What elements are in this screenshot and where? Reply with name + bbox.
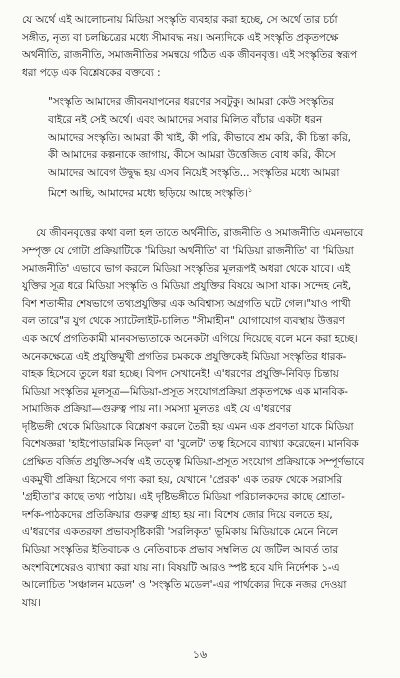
text-line: বিশ শতাব্দীর শেষভাগে তথ্যপ্রযুক্তির এক অবিশ্বাস্য অগ্রগতি ঘটে গেল।"যাও পাখী <box>22 297 351 310</box>
text-line: বল তারে"র যুগ থেকে স্যাটেলাইট-চালিত "সীমাহীন" যোগাযোগ ব্যবস্থায় উত্তরণ <box>22 315 345 328</box>
text-line: একমুখী প্রক্রিয়া হিসেবে গণ্য করা হয়, যেখানে 'প্রেরক' এক তরফ থেকে সরাসরি <box>22 473 343 486</box>
text-line: প্রেক্ষিত বর্জিত প্রযুক্তি-সর্বস্ব এই তত্ত্বে মিডিয়া-প্রসূত সংযোগ প্রক্রিয়াকে সম্পূর্ণভাবে <box>22 456 365 469</box>
footnote-marker: ১ <box>247 186 253 195</box>
text-line: মিডিয়া সংস্কৃতির মূলসূত্র—মিডিয়া-প্রসূত সংযোগপ্রক্রিয়া প্রকৃতপক্ষে এক মানবিক- <box>22 385 348 398</box>
text-line: যে অর্থে এই আলোচনায় মিডিয়া সংস্কৃতি ব্যবহার করা হচ্ছে, সে অর্থে তার চর্চা <box>22 14 338 26</box>
text-line: অর্থনীতি, রাজনীতি, সমাজনীতির সমন্বয়ে গঠিত এক জীবনবৃত্ত। এই সংস্কৃতির স্বরূপ <box>22 49 358 62</box>
opening-paragraph <box>22 12 380 82</box>
body-paragraph <box>22 225 380 612</box>
quote-line: কী আমাদের কল্পনাকে জাগায়, কীসে আমরা উত্তেজিত বোধ করি, কীসে <box>48 149 336 162</box>
text-line: সঙ্গীত, নৃত্য বা চলচ্চিত্রের মধ্যে সীমাবদ্ধ নয়। অন্যদিকে এই সংস্কৃতি প্রকৃতপক্ষে <box>22 31 339 44</box>
quote-line: আমাদের সংস্কৃতি। আমরা কী খাই, কী পরি, কীভাবে শ্রম করি, কী চিন্তা করি, <box>48 131 351 144</box>
text-line: দর্শক-পাঠকদের প্রতিক্রিয়ার গুরুত্ব গ্রাহ্য হয় না। বিশেষ জোর দিয়ে বলতে হয়, <box>22 508 333 521</box>
quote-text: মিশে আছি, আমাদের মধ্যে ছড়িয়ে আছে সংস্কৃতি। <box>48 187 248 200</box>
text-line: এ'ধরণের একতরফা প্রভাবসৃষ্টিকারী 'সরলিকৃত' ভূমিকায় মিডিয়াকে মেনে নিলে <box>22 526 338 539</box>
text-line: ধরা পড়ে এক বিশ্লেষকের বক্তব্যে : <box>22 66 161 79</box>
text-line: সমাজনীতি' এভাবে ভাগ করলে মিডিয়া সংস্কৃতির মূলরূপই অধরা থেকে যাবে। এই <box>22 262 351 275</box>
text-line: সম্পৃক্ত যে গোটা প্রক্রিয়াটিকে 'মিডিয়া অর্থনীতি' বা 'মিডিয়া রাজনীতি' বা 'মিডিয়া <box>22 244 354 257</box>
text-line: যায়। <box>22 596 41 609</box>
text-line: বিশেষজ্ঞরা 'হাইপোডারমিক নিড্ল' বা 'বুলেট' তত্ব হিসেবে ব্যাখ্যা করেছেন। মানবিক <box>22 438 359 451</box>
quote-line: আমাদের আবেগ উদ্বুদ্ধ হয় এসব নিয়েই সংস্কৃতি... সংস্কৃতির মধ্যে আমরা <box>48 166 340 179</box>
quote-line: বাইরে নই সেই অর্থে। এবং আমাদের সবার মিলিত বাঁচার একটা ধরন <box>48 113 323 126</box>
text-line: যুক্তির সূত্র ধরে মিডিয়া সংস্কৃতি ও মিডিয়া প্রযুক্তির বিষয়ে আসা যাক। সন্দেহ নেই, <box>22 280 352 293</box>
text-line: যে জীবনবৃত্তের কথা বলা হল তাতে অর্থনীতি, রাজনীতি ও সমাজনীতি এমনভাবে <box>36 227 364 240</box>
text-line: আলোচিত 'সঞ্চালন মডেল' ও 'সংস্কৃতি মডেল'-এর পার্থক্যের দিকে নজর দেওয়া <box>22 579 347 592</box>
text-line: এক অর্থে প্রগতিকামী মানবসভ্যতাকে অনেকটা এগিয়ে দিয়েছে বলে মনে করা হচ্ছে। <box>22 332 358 345</box>
text-line: 'গ্রহীতা'র কাছে তথ্য পাঠায়। এই দৃষ্টিভঙ্গীতে মিডিয়া পরিচালকদের কাছে শ্রোতা- <box>22 491 345 504</box>
quote-line: "সংস্কৃতি আমাদের জীবনযাপনের ধরণের সবটুকু। আমরা কেউ সংস্কৃতির <box>48 96 335 109</box>
text-line: অংশবিশেষেরও ব্যাখ্যা করা যায় না। বিষয়টি আরও স্পষ্ট হবে যদি নির্দেশক ১-এ <box>22 561 340 574</box>
text-line: মিডিয়া সংস্কৃতির ইতিবাচক ও নেতিবাচক প্রভাব সম্বলিত যে জটিল আবর্ত তার <box>22 544 339 557</box>
quote-line-last <box>48 182 372 203</box>
text-line: সামাজিক প্রক্রিয়া—গুরুত্ব পায় না। সমস্যা মূলতঃ এই যে এ'ধরণের <box>22 403 292 416</box>
block-quote <box>48 94 372 203</box>
page-number: ১৬ <box>192 648 208 661</box>
text-line: দৃষ্টিভঙ্গী থেকে মিডিয়াকে বিশ্লেষণ করলে তৈরী হয় এমন এক প্রবণতা যাকে মিডিয়া <box>22 420 354 433</box>
text-line: অনেকক্ষেত্রে এই প্রযুক্তিমুখী প্রগতির চমককে প্রযুক্তিকেই মিডিয়া সংস্কৃতির ধারক- <box>22 350 347 363</box>
text-line: বাহক হিসেবে তুলে ধরা হচ্ছে। বিপদ সেখানেই! এ'ধরণের প্রযুক্তি-নিবিড় চিন্তায় <box>22 368 339 381</box>
